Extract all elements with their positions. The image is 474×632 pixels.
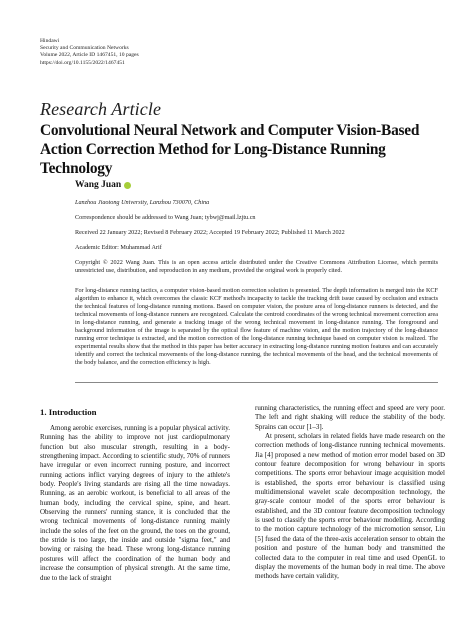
academic-editor: Academic Editor: Muhammad Arif: [75, 244, 162, 251]
body-column-left: [40, 424, 230, 583]
abstract: For long-distance running tactics, a computer vision-based motion correction solution is presented. The depth information is merged into the KCF algorithm to enhance it, which overcomes the classic KCF method's incapacity to tackle the tracking drift issue caused by occlusion and extracts the technical features of long-distance running motions. Based on computer vision, the posture area of long-distance runners is detected, and the technical movements of long-distance runners are recognized. Calculate the centroid coordinates of the wrong technical movement correction area in long-distance running, and generate a tracking image of the wrong technical movement in long-distance running. The foreground and background information of the image is separated by the optical flow feature of machine vision, and the motion trajectory of the long-distance running error technique is extracted, and the motion correction of the long-distance running technique based on computer vision is realized. The experimental results show that the method in this paper has better accuracy in extracting long-distance running motion features and can accurately identify and correct the technical movements of the long-distance running, the technical movements of the head, and the technical movements of the body balance, and the correction efficiency is high.: [75, 287, 438, 366]
paragraph: Among aerobic exercises, running is a popular physical activity. Running has the ability to improve not just cardiopulmonary function but also muscular strength, resulting in a body-strengthening impact. According to scientific study, 70% of runners have irregular or even incorrect running posture, and incorrect running actions inflict varying degrees of injury to the athlete's body. People's living standards are rising all the time nowadays. Running, as an aerobic workout, is beneficial to all areas of the human body, including the cervical spine, spine, and heart. Observing the runners' running stance, it is concluded that the wrong technical movements of long-distance running mainly include the soles of the feet on the ground, the toes on the ground, the stride is too large, the inside and outside "sigma feet," and bowing or raising the head. These wrong long-distance running postures will affect the coordination of the human body and increase the consumption of physical strength. At the same time, due to the lack of straight: [40, 424, 230, 582]
article-type: Research Article: [40, 99, 162, 119]
body-column-right: [255, 404, 445, 582]
copyright-notice: Copyright © 2022 Wang Juan. This is an open access article distributed under the Creative Commons Attribution License, which permits unrestricted use, distribution, and reproduction in any medium, provided the original work is properly cited.: [75, 259, 438, 274]
paragraph: At present, scholars in related fields have made research on the correction methods of long-distance running technical movements. Jia [4] proposed a new method of motion error model based on 3D contour feature decomposition for wrong behaviour in sports competitions. The sports error behaviour image acquisition model is established, the sports error behaviour is classified using multidimensional wavelet scale decomposition technology, the gray-scale contour model of the sports error behaviour is established, and the 3D contour feature decomposition technology is used to classify the sports error behaviour modelling. According to the motion capture technology of the micromotion sensor, Liu [5] fused the data of the three-axis acceleration sensor to obtain the position and posture of the human body and transmitted the collected data to the computer in real time and used OpenGL to display the movements of the human body in real time. The above methods have certain validity,: [255, 432, 445, 581]
journal-header: [40, 38, 139, 67]
publisher-name: Hindawi: [40, 38, 60, 44]
author-block: [75, 180, 131, 190]
author-name[interactable]: Wang Juan: [75, 180, 122, 190]
section-divider: [75, 382, 438, 383]
publication-dates: Received 22 January 2022; Revised 8 February 2022; Accepted 19 February 2022; Published 11 March 2022: [75, 229, 345, 236]
section-heading: 1. Introduction: [40, 407, 97, 417]
paragraph: running characteristics, the running effect and speed are very poor. The left and right shaking will reduce the stability of the body. Sprains can occur [1–3].: [255, 404, 445, 431]
correspondence: Correspondence should be addressed to Wang Juan; tybwj@mail.lzjtu.cn: [75, 214, 256, 221]
doi-link[interactable]: https://doi.org/10.1155/2022/1467451: [40, 59, 125, 66]
affiliation: Lanzhou Jiaotong University, Lanzhou 730070, China: [75, 199, 210, 206]
paper-title: Convolutional Neural Network and Computer Vision-Based Action Correction Method for Long-Distance Running Technology: [40, 122, 420, 177]
volume-info: Volume 2022, Article ID 1467451, 10 pages: [40, 52, 139, 59]
journal-name: Security and Communication Networks: [40, 45, 129, 52]
orcid-icon[interactable]: [124, 182, 131, 189]
